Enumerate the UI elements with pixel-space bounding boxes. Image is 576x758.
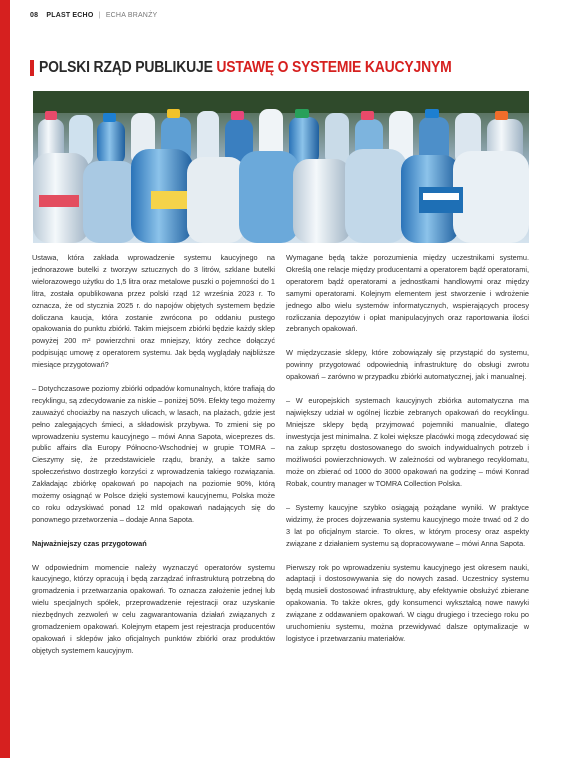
paragraph: W odpowiednim momencie należy wyznaczyć operatorów systemu kaucyjnego, którzy opracują i będą zarządzać infrastrukturą potrzebną do gromadzenia i przetwarzania opakowań. To oznacza założenie jednej lub wielu specjalnych spółek, przeprowadzenie rejestracji oraz uzyskanie niezbędnych zezwoleń w celu zagwarantowania działań związanych z gromadzeniem opakowań. Kolejnym etapem jest rejestracja producentów opakowań i sklepów jako oficjalnych punktów zbiórki oraz produktów objętych systemem kaucyjnym. [32, 562, 275, 655]
right-text-column [286, 252, 529, 645]
title-accent: USTAWĘ O SYSTEMIE KAUCYJNYM [216, 59, 452, 76]
header-divider: | [98, 12, 101, 19]
bottles-near-row [33, 149, 529, 243]
paragraph: Wymagane będą także porozumienia między uczestnikami systemu. Określą one relacje między producentami a operatorem bądź operatorami, operatorem bądź operatorami a jednostkami handlowymi oraz między samymi operatorami. Kolejnym elementem jest stworzenie i wdrożenie jednego albo wielu systemów informatycznych, wspierających procesy rozliczania depozytów i opłat manipulacyjnych oraz raportowania ilości zebranych opakowań. [286, 253, 529, 334]
paragraph: W międzyczasie sklepy, które zobowiązały się przystąpić do systemu, powinny przygotować odpowiednią infrastrukturę do obsługi zwrotu opakowań – zarówno w przypadku zbiórki automatycznej, jak i manualnej. [286, 348, 529, 382]
page-header [30, 12, 157, 19]
paragraph: Ustawa, która zakłada wprowadzenie systemu kaucyjnego na jednorazowe butelki z tworzyw sztucznych do 3 litrów, szklane butelki wielorazowego użytku do 1,5 litra oraz metalowe puszki o pojemności do 1 litra, została opublikowana przez polski rząd 12 września 2023 r. To oznacza, że od stycznia 2025 r. do napojów objętych systemem będzie doliczana kaucja, która zostanie zwrócona po oddaniu pustego opakowania do punktu zbiórki. Takim miejscem zbiórki będzie każdy sklep powyżej 200 m² powierzchni oraz mniejszy, który zechce dołączyć podpisując umowę z operatorem systemu. Jak będą wyglądały najbliższe miesiące przygotowań? [32, 253, 275, 370]
page-number: 08 [30, 12, 39, 19]
article-title [39, 59, 452, 77]
article-title-block [30, 58, 550, 80]
plastic-bottles-photo [33, 91, 529, 243]
left-text-column [32, 252, 275, 657]
paragraph: – Dotychczasowe poziomy zbiórki odpadów komunalnych, które trafiają do recyklingu, są zdecydowanie za niskie – poniżej 50%. Efekty tego możemy zauważyć chociażby na naszych ulicach, w lasach, na plażach, gdzie jest pełno zalegających śmieci, a składowisk przybywa. To zmieni się po wprowadzeniu systemu kaucyjnego – mówi Anna Sapota, wiceprezes ds. public affairs dla Europy Północno-Wschodniej w grupie TOMRA – Cieszymy się, że przedstawiciele rządu, branży, a także samo społeczeństwo dostrzegło korzyści z wprowadzenia takiego rozwiązania. Zakładając zbiórkę opakowań po napojach na poziomie 90%, którą możemy osiągnąć w Polsce dzięki systemowi kaucyjnemu, Polska może co roku odzyskiwać ponad 12 mld opakowań nadających się do ponownego przetworzenia – dodaje Anna Sapota. [32, 383, 275, 524]
subheading: Najważniejszy czas przygotowań [32, 538, 147, 548]
paragraph: – Systemy kaucyjne szybko osiągają pożądane wyniki. W praktyce widzimy, że proces dojrzewania systemu kaucyjnego może trwać od 2 do 3 lat po oficjalnym starcie. To okres, w którym procesy oraz aspekty związane z działaniem systemu są dopracowywane – mówi Anna Sapota. [286, 502, 529, 548]
paragraph: Pierwszy rok po wprowadzeniu systemu kaucyjnego jest okresem nauki, adaptacji i dostosowywania się do nowych zasad. Uczestnicy systemu będą musieli dostosować infrastrukturę, aby efektywnie obsłużyć zbierane opakowania. To także okres, gdy konsumenci wykształcą nowe nawyki związane z oddawaniem opakowań. W ciągu drugiego i trzeciego roku po uruchomieniu systemu, można przewidywać dalsze optymalizacje w logistyce i przetwarzaniu materiałów. [286, 562, 529, 643]
section-name: ECHA BRANŻY [105, 12, 158, 19]
paragraph: – W europejskich systemach kaucyjnych zbiórka automatyczna ma największy udział w ogólnej liczbie zebranych opakowań do recyklingu. Mniejsze sklepy będą przyjmować pojemniki manualnie, dlatego inwestycja jest minimalna. Z kolei większe placówki mogą zdecydować się na zakup sprzętu dostosowanego do swoich indywidualnych potrzeb i możliwości powierzchniowych. W zależności od wybranego recyklomatu, może on zbierać od 1000 do 3000 opakowań na godzinę – mówi Konrad Robak, country manager w TOMRA Collection Polska. [286, 395, 529, 489]
red-edge-bar [0, 0, 10, 758]
magazine-name: PLAST ECHO [46, 12, 94, 19]
title-marker [30, 60, 34, 76]
title-plain: POLSKI RZĄD PUBLIKUJE [39, 59, 217, 76]
